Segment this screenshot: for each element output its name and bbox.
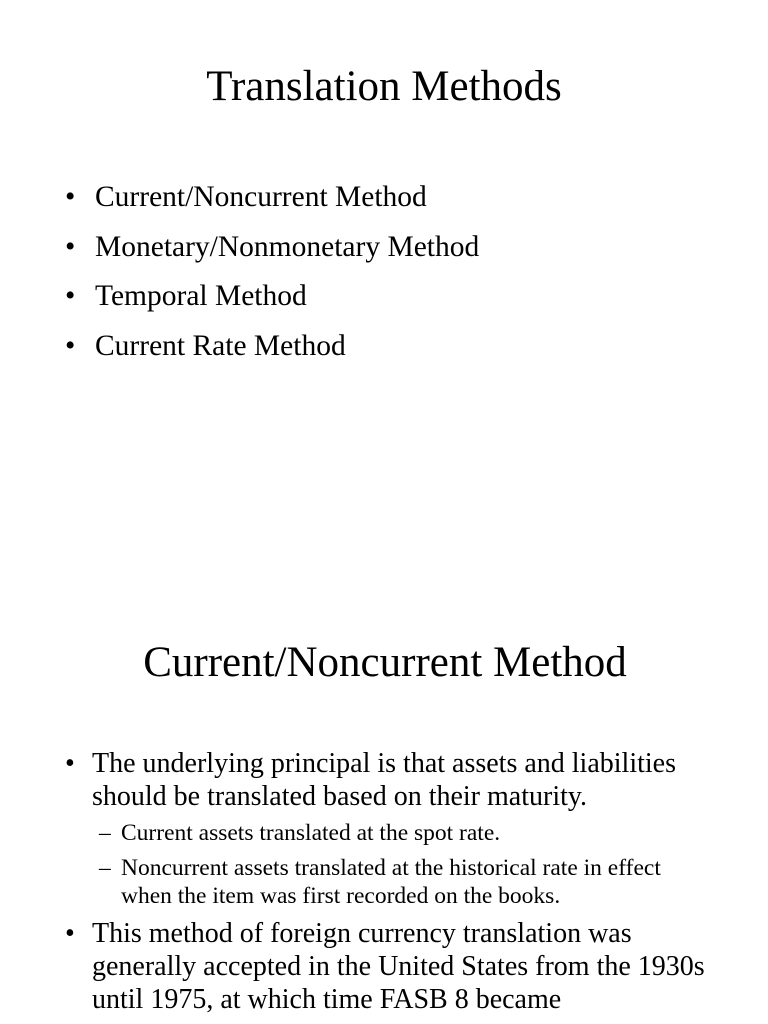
- sub-bullet-item: [64, 854, 714, 910]
- dash-icon: –: [99, 820, 111, 846]
- bullet-text: Current/Noncurrent Method: [95, 181, 427, 213]
- bullet-text: The underlying principal is that assets and liabilities should be translated based on their maturity.: [92, 748, 676, 812]
- slide-current-noncurrent-method: [0, 576, 768, 1024]
- bullet-icon: •: [65, 330, 76, 363]
- bullet-icon: •: [65, 230, 76, 263]
- dash-icon: –: [99, 855, 111, 881]
- bullet-item: [64, 917, 714, 1016]
- bullet-item: [64, 223, 479, 273]
- bullet-item: [64, 747, 714, 813]
- sub-bullet-item: [64, 819, 714, 847]
- slide-title: Current/Noncurrent Method: [143, 639, 627, 686]
- bullet-list: [64, 747, 714, 1022]
- bullet-text: Temporal Method: [95, 280, 307, 313]
- bullet-item: [64, 272, 479, 322]
- bullet-text: This method of foreign currency translation was generally accepted in the United States from the 1930s until 1975, at which time FASB 8 became: [92, 918, 705, 1015]
- bullet-item: [64, 322, 479, 372]
- bullet-icon: •: [65, 748, 75, 779]
- bullet-icon: •: [65, 280, 76, 313]
- bullet-text: Monetary/Nonmonetary Method: [95, 230, 480, 263]
- sub-bullet-text: Current assets translated at the spot rate.: [121, 820, 501, 846]
- bullet-icon: •: [65, 181, 76, 213]
- bullet-icon: •: [65, 918, 75, 949]
- sub-bullet-text: Noncurrent assets translated at the historical rate in effect when the item was first recorded on the books.: [121, 855, 661, 909]
- slide-title: Translation Methods: [206, 63, 562, 110]
- bullet-list: [64, 173, 479, 372]
- bullet-text: Current Rate Method: [95, 330, 346, 363]
- bullet-item: [64, 173, 479, 223]
